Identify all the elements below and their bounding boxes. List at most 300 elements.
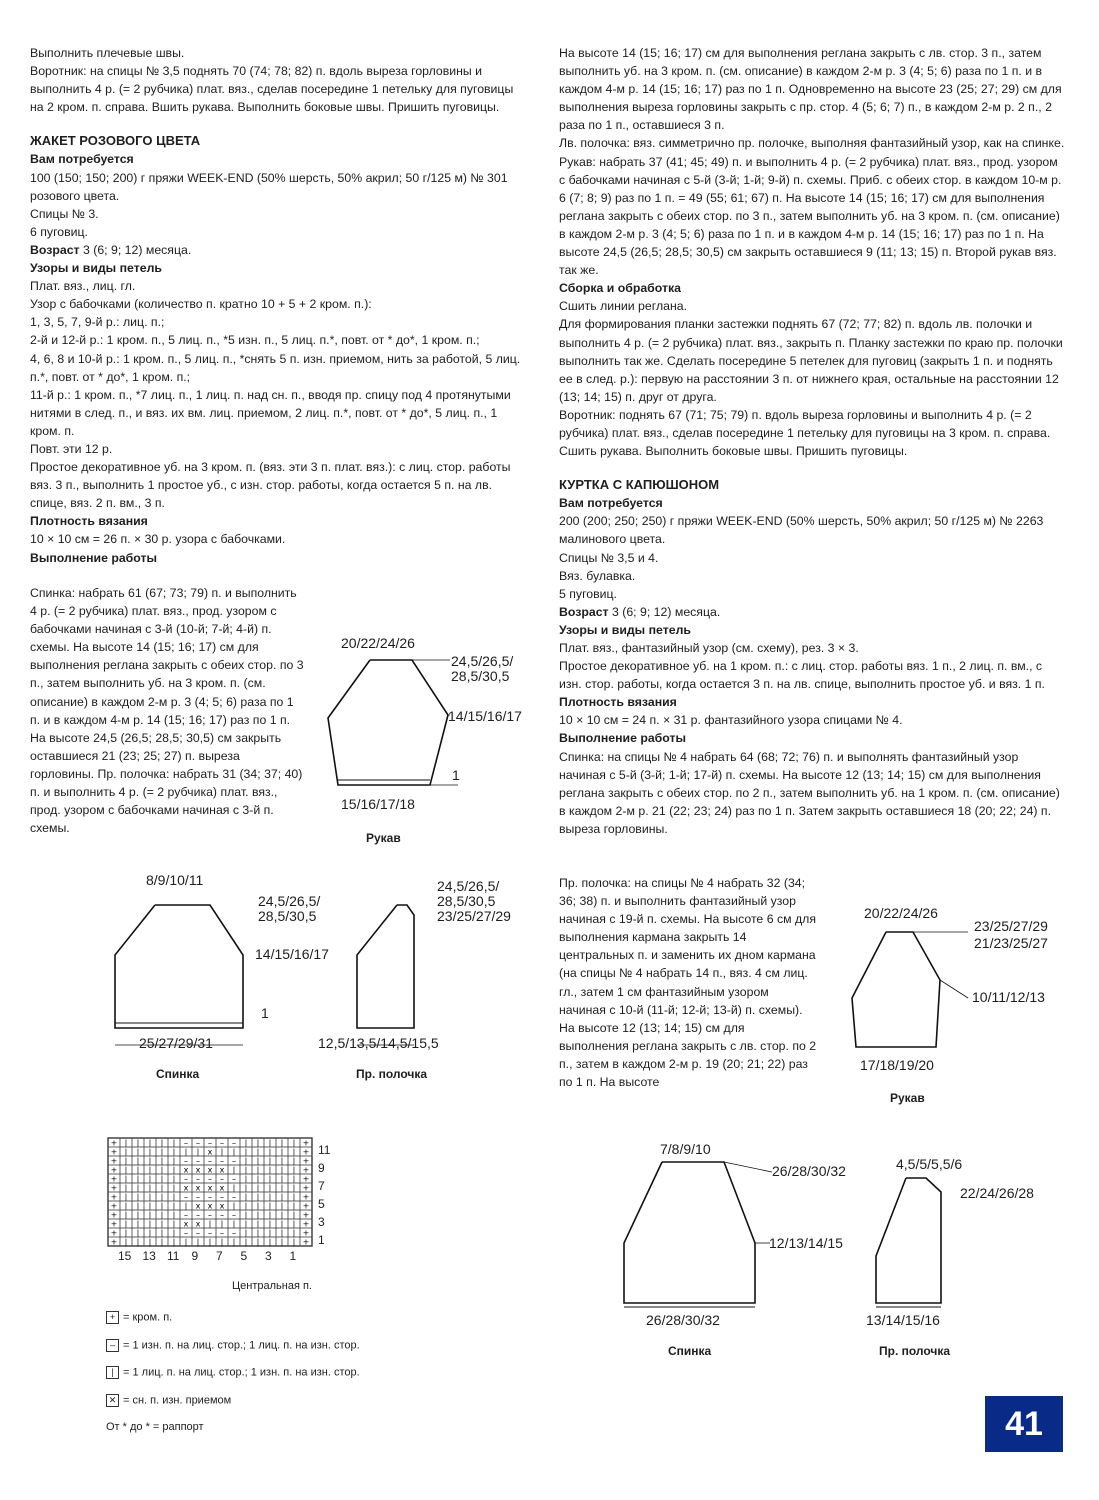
chart-symbol: –: [220, 1192, 224, 1202]
dim-label: 26/28/30/32: [772, 1163, 846, 1179]
dim-label: 7/8/9/10: [660, 1141, 711, 1157]
chart-col-number: 3: [265, 1249, 272, 1263]
chart-symbol: +: [302, 1147, 310, 1157]
paragraph: Воротник: на спицы № 3,5 поднять 70 (74; 78; 82) п. вдоль выреза горловины и выполнить 4 р. (= 2 рубчика) плат. вяз., сделав посередине 1 петельку для пуговицы на 2 кром. п. справа. Вшить рукава. Выполнить боковые швы. Пришить пуговицы.: [30, 64, 514, 115]
chart-symbol: |: [256, 1174, 260, 1184]
section-title: ЖАКЕТ РОЗОВОГО ЦВЕТА: [30, 133, 201, 149]
chart-symbol: |: [292, 1201, 296, 1211]
subheading: Вам потребуется: [30, 152, 134, 167]
chart-symbol: |: [232, 1183, 236, 1193]
chart-symbol: |: [268, 1165, 272, 1175]
chart-symbol: |: [160, 1237, 164, 1247]
dim-label: 25/27/29/31: [139, 1035, 213, 1051]
dim-label: 24,5/26,5/ 28,5/30,5: [258, 893, 321, 924]
chart-symbol: |: [124, 1228, 128, 1238]
chart-symbol: |: [292, 1165, 296, 1175]
chart-symbol: –: [220, 1210, 224, 1220]
chart-symbol: |: [280, 1228, 284, 1238]
chart-symbol: |: [232, 1237, 236, 1247]
chart-symbol: +: [302, 1210, 310, 1220]
chart-symbol: |: [172, 1228, 176, 1238]
chart-symbol: |: [244, 1219, 248, 1229]
dim-label: 13/14/15/16: [866, 1312, 940, 1328]
chart-symbol: –: [208, 1156, 212, 1166]
chart-symbol: |: [256, 1165, 260, 1175]
chart-symbol: |: [280, 1156, 284, 1166]
chart-symbol: +: [110, 1237, 118, 1247]
dim-label: 4,5/5/5,5/6: [896, 1156, 963, 1172]
chart-symbol: |: [244, 1192, 248, 1202]
chart-symbol: –: [184, 1138, 188, 1148]
chart-symbol: +: [302, 1228, 310, 1238]
chart-symbol: x: [207, 1165, 213, 1175]
chart-symbol: |: [268, 1228, 272, 1238]
chart-symbol: +: [302, 1174, 310, 1184]
chart-symbol: x: [219, 1165, 225, 1175]
legend-item: [106, 1366, 360, 1379]
chart-symbol: |: [268, 1237, 272, 1247]
chart-symbol: +: [302, 1165, 310, 1175]
dim-label: 1: [261, 1005, 269, 1021]
chart-symbol: |: [124, 1156, 128, 1166]
chart-row-number: 1: [318, 1233, 325, 1247]
chart-symbol: +: [302, 1156, 310, 1166]
chart-symbol: |: [172, 1237, 176, 1247]
dim-label: 22/24/26/28: [960, 1185, 1034, 1201]
chart-symbol: |: [184, 1147, 188, 1157]
chart-symbol: |: [136, 1237, 140, 1247]
chart-row-number: 11: [318, 1143, 331, 1157]
chart-symbol: |: [172, 1138, 176, 1148]
left-column: [30, 44, 530, 567]
left-narrow-text: Спинка: набрать 61 (67; 73; 79) п. и выполнить 4 р. (= 2 рубчика) плат. вяз., прод. узором с бабочками начиная с 3-й (10-й; 7-й; 4-й) п. схемы. На высоте 14 (15; 16; 17) см для выполнения реглана закрыть с обеих стор. по 3 п., затем выполнить уб. на 3 кром. п. (см. описание) в каждом 2-м р. 3 (4; 5; 6) раза по 1 п. и в каждом 4-м р. 14 (15; 16; 17) раз по 1 п. На высоте 24,5 (26,5; 28,5; 30,5) см закрыть оставшиеся 21 (23; 25; 27) п. выреза горловины. Пр. полочка: набрать 31 (34; 37; 40) п. и выполнить 4 р. (= 2 рубчика) плат. вяз., прод. узором с бабочками начиная с 3-й п. схемы.: [30, 586, 304, 836]
chart-symbol: |: [256, 1147, 260, 1157]
paragraph: 200 (200; 250; 250) г пряжи WEEK-END (50% шерсть, 50% акрил; 50 г/125 м) № 2263 малинового цвета.: [559, 514, 1044, 547]
chart-symbol: |: [220, 1237, 224, 1247]
chart-symbol: |: [160, 1210, 164, 1220]
chart-symbol: –: [220, 1174, 224, 1184]
chart-symbol: +: [110, 1147, 118, 1157]
chart-symbol: x: [195, 1201, 201, 1211]
chart-symbol: |: [280, 1174, 284, 1184]
dim-label: 12,5/13,5/14,5/15,5: [318, 1035, 439, 1051]
chart-symbol: |: [280, 1192, 284, 1202]
chart-symbol: x: [183, 1219, 189, 1229]
chart-symbol: |: [148, 1165, 152, 1175]
chart-symbol: |: [256, 1192, 260, 1202]
chart-symbol: –: [184, 1174, 188, 1184]
chart-symbol: |: [268, 1192, 272, 1202]
chart-symbol: |: [136, 1228, 140, 1238]
chart-symbol: –: [196, 1192, 200, 1202]
chart-symbol: –: [208, 1228, 212, 1238]
chart-symbol: |: [136, 1156, 140, 1166]
inline-heading: Возраст: [559, 604, 609, 619]
chart-symbol: |: [148, 1237, 152, 1247]
chart-symbol: |: [244, 1237, 248, 1247]
chart-col-number: 15: [118, 1249, 132, 1263]
chart-symbol: x: [207, 1147, 213, 1157]
subheading: Плотность вязания: [30, 514, 148, 529]
chart-symbol: |: [160, 1147, 164, 1157]
diagram-caption: Спинка: [156, 1067, 200, 1081]
chart-symbol: |: [280, 1147, 284, 1157]
chart-symbol: –: [196, 1174, 200, 1184]
paragraph: На высоте 14 (15; 16; 17) см для выполнения реглана закрыть с лв. стор. 3 п., затем выполнить уб. на 3 кром. п. (см. описание) в каждом 2-м р. 3 (4; 5; 6) раза по 1 п. и в каждом 4-м р. 14 (15; 16; 17) раз по 1 п. Одновременно на высоте 23 (25; 27; 29) см для выполнения выреза горловины закрыть с пр. стор. 4 (5; 6; 7) п., в каждом 2-м р. 2 п., 2 раза по 1 п., оставшиеся 3 п.: [559, 46, 1062, 133]
paragraph: Воротник: поднять 67 (71; 75; 79) п. вдоль выреза горловины и выполнить 4 р. (= 2 рубчика) плат. вяз., сделав посередине 1 петельку для пуговицы на 3 кром. п. справа. Сшить рукава. Выполнить боковые швы. Пришить пуговицы.: [559, 407, 1051, 459]
paragraph: Выполнить плечевые швы.: [30, 46, 185, 60]
paragraph: Для формирования планки застежки поднять 67 (72; 77; 82) п. вдоль лв. полочки и выполнить 4 р. (= 2 рубчика) плат. вяз., закрыть п. Планку застежки по краю пр. полочки выполнить так же. Сделать посередине 5 петелек для пуговиц (закрыть 1 п. и поднять ее в след. р.): первую на расстоянии 3 п. от нижнего края, остальные на расстоянии 12 (13; 14; 15) п. друг от друга.: [559, 317, 1063, 404]
chart-symbol: |: [208, 1237, 212, 1247]
paragraph: 100 (150; 150; 200) г пряжи WEEK-END (50% шерсть, 50% акрил; 50 г/125 м) № 301 розового цвета.: [30, 170, 508, 203]
chart-symbol: |: [268, 1183, 272, 1193]
subheading: Сборка и обработка: [559, 281, 681, 296]
chart-symbol: +: [110, 1201, 118, 1211]
subheading: Узоры и виды петель: [559, 622, 691, 637]
chart-symbol: +: [110, 1228, 118, 1238]
chart-central-stitch-label: Центральная п.: [232, 1280, 312, 1292]
chart-symbol: |: [148, 1210, 152, 1220]
dim-label: 12/13/14/15: [769, 1235, 843, 1251]
chart-col-number: 5: [240, 1249, 248, 1263]
chart-symbol: |: [172, 1156, 176, 1166]
chart-symbol: –: [184, 1156, 188, 1166]
chart-symbol: –: [208, 1192, 212, 1202]
chart-symbol: +: [302, 1138, 310, 1148]
chart-symbol: |: [256, 1210, 260, 1220]
chart-symbol: |: [148, 1138, 152, 1148]
chart-symbol: |: [268, 1147, 272, 1157]
chart-row-number: 3: [318, 1215, 325, 1229]
legend-symbol: ✕: [106, 1394, 119, 1407]
chart-symbol: |: [256, 1156, 260, 1166]
chart-symbol: |: [244, 1210, 248, 1220]
paragraph: 10 × 10 см = 24 п. × 31 р. фантазийного узора спицами № 4.: [559, 713, 903, 728]
chart-symbol: –: [184, 1192, 188, 1202]
chart-symbol: |: [172, 1219, 176, 1229]
chart-symbol: |: [136, 1174, 140, 1184]
legend-text: = кром. п.: [123, 1311, 173, 1324]
chart-symbol: |: [124, 1147, 128, 1157]
chart-symbol: |: [160, 1183, 164, 1193]
chart-symbol: |: [280, 1183, 284, 1193]
chart-symbol: +: [110, 1174, 118, 1184]
paragraph: Сшить линии реглана.: [559, 299, 688, 314]
dim-label: 14/15/16/17: [448, 708, 522, 724]
dim-label: 20/22/24/26: [341, 635, 415, 651]
page-number: 41: [985, 1396, 1063, 1452]
chart-symbol: |: [232, 1147, 236, 1157]
paragraph: Плат. вяз., лиц. гл.: [30, 279, 136, 294]
chart-symbol: x: [195, 1165, 201, 1175]
chart-symbol: |: [244, 1183, 248, 1193]
chart-symbol: |: [160, 1192, 164, 1202]
dim-label: 20/22/24/26: [864, 905, 938, 921]
chart-symbol: |: [136, 1183, 140, 1193]
chart-symbol: |: [160, 1201, 164, 1211]
chart-symbol: |: [232, 1165, 236, 1175]
dim-label: 24,5/26,5/ 28,5/30,5 23/25/27/29: [437, 878, 511, 924]
chart-symbol: |: [280, 1219, 284, 1229]
chart-symbol: |: [160, 1138, 164, 1148]
paragraph: Простое декоративное уб. на 1 кром. п.: с лиц. стор. работы вяз. 1 п., 2 лиц. п. вм., с изн. стор. работы, когда остается 3 п. на лв. спице, выполнить простое уб. и вяз. 1 п.: [559, 659, 1045, 692]
chart-symbol: |: [232, 1219, 236, 1229]
dim-label: 15/16/17/18: [341, 796, 415, 812]
chart-symbol: –: [196, 1228, 200, 1238]
chart-symbol: |: [124, 1138, 128, 1148]
chart-symbol: |: [280, 1237, 284, 1247]
paragraph: Простое декоративное уб. на 3 кром. п. (вяз. эти 3 п. плат. вяз.): с лиц. стор. работы вяз. 3 п., выполнить 1 простое уб., с изн. стор. работы, когда остается 5 п. на лв. спице, вяз. 2 п. вм., 3 п.: [30, 460, 511, 511]
chart-symbol: |: [172, 1201, 176, 1211]
chart-symbol: x: [183, 1165, 189, 1175]
chart-symbol: |: [256, 1138, 260, 1148]
chart-symbol: |: [196, 1237, 200, 1247]
chart-symbol: |: [244, 1138, 248, 1148]
chart-symbol: x: [219, 1201, 225, 1211]
dim-label: 26/28/30/32: [646, 1312, 720, 1328]
chart-symbol: |: [244, 1174, 248, 1184]
chart-symbol: |: [124, 1237, 128, 1247]
chart-symbol: |: [256, 1219, 260, 1229]
right-column: [559, 44, 1067, 838]
chart-symbol: |: [256, 1237, 260, 1247]
paragraph: Спицы № 3.: [30, 206, 99, 221]
dim-label: 14/15/16/17: [255, 946, 329, 962]
chart-symbol: –: [220, 1228, 224, 1238]
dim-label: 17/18/19/20: [860, 1057, 934, 1073]
paragraph-text: 3 (6; 9; 12) месяца.: [79, 242, 192, 257]
chart-symbol: –: [232, 1192, 236, 1202]
paragraph: 5 пуговиц.: [559, 586, 617, 601]
chart-symbol: |: [160, 1228, 164, 1238]
chart-col-number: 1: [289, 1249, 297, 1263]
paragraph: Спинка: на спицы № 4 набрать 64 (68; 72; 76) п. и выполнять фантазийный узор начиная с 5-й (3-й; 1-й; 17-й) п. схемы. На высоте 12 (13; 14; 15) см для выполнения реглана закрыть с обеих стор. по 2 п., затем выполнить уб. на 1 кром. п. (см. описание) в каждом 2-м р. 21 (22; 23; 24) раз по 1 п. Затем закрыть оставшиеся 18 (20; 22; 24) п. выреза горловины.: [559, 749, 1060, 836]
dim-label: 10/11/12/13: [972, 989, 1045, 1005]
jacket-back-diagram: [110, 895, 280, 1055]
chart-row-number: 5: [318, 1197, 325, 1211]
paragraph: Спицы № 3,5 и 4.: [559, 550, 659, 565]
section-title: КУРТКА С КАПЮШОНОМ: [559, 477, 720, 493]
chart-symbol: |: [292, 1237, 296, 1247]
chart-symbol: –: [196, 1210, 200, 1220]
chart-symbol: |: [136, 1201, 140, 1211]
chart-symbol: |: [268, 1174, 272, 1184]
paragraph: Лв. полочка: вяз. симметрично пр. полочке, выполняя фантазийный узор, как на спинке.: [559, 136, 1065, 151]
chart-symbol: x: [207, 1201, 213, 1211]
chart-symbol: |: [172, 1174, 176, 1184]
hood-front-diagram: [868, 1170, 968, 1330]
chart-symbol: |: [148, 1183, 152, 1193]
chart-symbol: |: [136, 1147, 140, 1157]
chart-symbol: |: [244, 1201, 248, 1211]
chart-symbol: |: [268, 1201, 272, 1211]
paragraph: Вяз. булавка.: [559, 568, 636, 583]
chart-symbol: |: [172, 1147, 176, 1157]
chart-symbol: |: [172, 1210, 176, 1220]
chart-symbol: |: [256, 1228, 260, 1238]
chart-symbol: |: [148, 1192, 152, 1202]
chart-col-number: 7: [216, 1249, 223, 1263]
chart-symbol: |: [148, 1228, 152, 1238]
chart-symbol: |: [148, 1156, 152, 1166]
right-narrow-text: Пр. полочка: на спицы № 4 набрать 32 (34; 36; 38) п. и выполнить фантазийный узор начиная с 19-й п. схемы. На высоте 6 см для выполнения кармана закрыть 14 центральных п. и заменить их дном кармана (на спицы № 4 набрать 14 п., вяз. 4 см лиц. гл., затем 1 см фантазийным узором начиная с 10-й (11-й; 12-й; 13-й) п. схемы). На высоте 12 (13; 14; 15) см для выполнения реглана закрыть с лв. стор. по 2 п., затем в каждом 2-м р. 19 (20; 21; 22) раз по 1 п. На высоте: [559, 876, 817, 1090]
chart-symbol: +: [302, 1192, 310, 1202]
inline-heading: Возраст: [30, 242, 80, 257]
chart-symbol: –: [232, 1138, 236, 1148]
diagram-caption: Рукав: [366, 831, 401, 845]
chart-symbol: |: [196, 1147, 200, 1157]
diagram-caption: Спинка: [668, 1344, 712, 1358]
chart-symbol: |: [292, 1192, 296, 1202]
chart-symbol: |: [292, 1174, 296, 1184]
chart-symbol: –: [232, 1228, 236, 1238]
chart-symbol: |: [268, 1156, 272, 1166]
chart-symbol: x: [195, 1219, 201, 1229]
chart-symbol: +: [302, 1219, 310, 1229]
chart-symbol: |: [160, 1219, 164, 1229]
chart-symbol: +: [302, 1183, 310, 1193]
legend-text: = 1 лиц. п. на лиц. стор.; 1 изн. п. на изн. стор.: [123, 1366, 360, 1379]
legend-symbol: –: [106, 1339, 119, 1352]
legend-text: = 1 изн. п. на лиц. стор.; 1 лиц. п. на изн. стор.: [123, 1338, 360, 1351]
dim-label: 23/25/27/29 21/23/25/27: [974, 918, 1048, 951]
chart-symbol: +: [110, 1210, 118, 1220]
chart-symbol: |: [172, 1192, 176, 1202]
paragraph-text: 3 (6; 9; 12) месяца.: [608, 604, 721, 619]
chart-symbol: x: [183, 1183, 189, 1193]
chart-symbol: +: [110, 1156, 118, 1166]
chart-col-number: 11: [167, 1249, 180, 1263]
chart-symbol: |: [136, 1138, 140, 1148]
chart-symbol: |: [160, 1156, 164, 1166]
chart-symbol: –: [184, 1228, 188, 1238]
paragraph: 10 × 10 см = 26 п. × 30 р. узора с бабочками.: [30, 532, 286, 547]
legend-symbol: +: [106, 1311, 119, 1324]
chart-symbol: –: [184, 1210, 188, 1220]
chart-symbol: |: [292, 1138, 296, 1148]
legend-item: [106, 1421, 204, 1433]
chart-symbol: |: [280, 1138, 284, 1148]
chart-symbol: |: [292, 1147, 296, 1157]
chart-symbol: |: [124, 1174, 128, 1184]
chart-symbol: –: [208, 1210, 212, 1220]
chart-symbol: –: [196, 1156, 200, 1166]
chart-symbol: |: [172, 1165, 176, 1175]
chart-symbol: |: [124, 1165, 128, 1175]
legend-item: [106, 1339, 360, 1352]
legend-text: = сн. п. изн. приемом: [123, 1393, 232, 1406]
chart-symbol: x: [219, 1183, 225, 1193]
chart-symbol: |: [124, 1201, 128, 1211]
paragraph: Плат. вяз., фантазийный узор (см. схему), рез. 3 × 3.: [559, 641, 859, 655]
legend-item: [106, 1394, 231, 1407]
chart-symbol: |: [148, 1147, 152, 1157]
chart-symbol: |: [268, 1219, 272, 1229]
chart-symbol: |: [124, 1183, 128, 1193]
subheading: Вам потребуется: [559, 496, 663, 511]
subheading: Плотность вязания: [559, 695, 677, 710]
stitch-chart: [100, 1130, 332, 1260]
subheading: Выполнение работы: [559, 731, 687, 746]
chart-symbol: +: [110, 1192, 118, 1202]
chart-symbol: |: [136, 1192, 140, 1202]
paragraph: Узор с бабочками (количество п. кратно 10 + 5 + 2 кром. п.):: [30, 297, 372, 312]
chart-symbol: |: [244, 1147, 248, 1157]
diagram-caption: Рукав: [890, 1091, 925, 1105]
diagram-caption: Пр. полочка: [879, 1344, 951, 1358]
chart-symbol: |: [244, 1165, 248, 1175]
chart-symbol: |: [136, 1165, 140, 1175]
chart-symbol: |: [148, 1219, 152, 1229]
chart-symbol: |: [292, 1210, 296, 1220]
chart-symbol: |: [160, 1165, 164, 1175]
chart-symbol: |: [172, 1183, 176, 1193]
chart-symbol: |: [184, 1237, 188, 1247]
chart-symbol: |: [292, 1219, 296, 1229]
chart-symbol: +: [302, 1201, 310, 1211]
chart-symbol: |: [220, 1147, 224, 1157]
chart-symbol: x: [195, 1183, 201, 1193]
chart-symbol: –: [196, 1138, 200, 1148]
chart-symbol: |: [136, 1210, 140, 1220]
chart-symbol: |: [280, 1165, 284, 1175]
chart-symbol: |: [124, 1192, 128, 1202]
chart-symbol: –: [220, 1156, 224, 1166]
subheading: Узоры и виды петель: [30, 261, 162, 276]
chart-symbol: +: [110, 1165, 118, 1175]
chart-col-number: 13: [142, 1249, 156, 1263]
chart-symbol: |: [268, 1138, 272, 1148]
paragraph: 11-й р.: 1 кром. п., *7 лиц. п., 1 лиц. п. над сн. п., вводя пр. спицу под 4 протянутыми нитями в след. п., и вяз. их вм. лиц. приемом, 2 лиц. п.*, повт. от * до*, 5 лиц. п., 1 кром. п.: [30, 387, 511, 438]
chart-symbol: +: [110, 1138, 118, 1148]
paragraph: 6 пуговиц.: [30, 224, 88, 239]
paragraph: [559, 603, 1067, 621]
chart-symbol: |: [292, 1183, 296, 1193]
paragraph: 2-й и 12-й р.: 1 кром. п., 5 лиц. п., *5 изн. п., 5 лиц. п.*, повт. от * до*, 1 кром. п.;: [30, 333, 480, 348]
chart-symbol: |: [184, 1201, 188, 1211]
chart-symbol: |: [280, 1201, 284, 1211]
paragraph: Рукав: набрать 37 (41; 45; 49) п. и выполнить 4 р. (= 2 рубчика) плат. вяз., прод. узором с бабочками начиная с 5-й (3-й; 1-й; 9-й) п. схемы. Приб. с обеих стор. в каждом 10-м р. 6 (7; 8; 9) раз по 1 п. = 49 (55; 61; 67) п. На высоте 14 (15; 16; 17) см для выполнения реглана закрыть с обеих стор. по 3 п., затем выполнить уб. на 3 кром. п. (см. описание) в каждом 2-м р. 3 (4; 5; 6) раза по 1 п. и в каждом 4-м р. 14 (15; 16; 17) раз по 1 п. На высоте 24,5 (26,5; 28,5; 30,5) см закрыть оставшиеся 9 (11; 13; 15) п. Второй рукав вяз. так же.: [559, 154, 1062, 278]
legend-item: [106, 1311, 172, 1324]
chart-symbol: –: [232, 1156, 236, 1166]
chart-symbol: +: [302, 1237, 310, 1247]
dim-label: 1: [452, 767, 460, 783]
paragraph: 4, 6, 8 и 10-й р.: 1 кром. п., 5 лиц. п., *снять 5 п. изн. приемом, нить за работой, 5 лиц. п.*, повт. от * до*, 1 кром. п.;: [30, 351, 521, 384]
chart-symbol: –: [220, 1138, 224, 1148]
chart-row-number: 7: [318, 1179, 325, 1193]
chart-symbol: +: [110, 1219, 118, 1229]
chart-symbol: |: [148, 1174, 152, 1184]
chart-symbol: |: [232, 1201, 236, 1211]
chart-symbol: |: [220, 1219, 224, 1229]
subheading: Выполнение работы: [30, 550, 158, 565]
paragraph: [30, 241, 530, 259]
chart-row-number: 9: [318, 1161, 325, 1175]
chart-symbol: |: [280, 1210, 284, 1220]
paragraph: Повт. эти 12 р.: [30, 441, 113, 456]
chart-symbol: |: [256, 1201, 260, 1211]
chart-symbol: |: [160, 1174, 164, 1184]
chart-symbol: |: [292, 1228, 296, 1238]
diagram-caption: Пр. полочка: [356, 1067, 428, 1081]
chart-symbol: –: [208, 1174, 212, 1184]
chart-symbol: –: [232, 1174, 236, 1184]
chart-symbol: –: [208, 1138, 212, 1148]
chart-symbol: |: [244, 1228, 248, 1238]
chart-symbol: +: [110, 1183, 118, 1193]
chart-symbol: |: [124, 1219, 128, 1229]
chart-symbol: |: [208, 1219, 212, 1229]
